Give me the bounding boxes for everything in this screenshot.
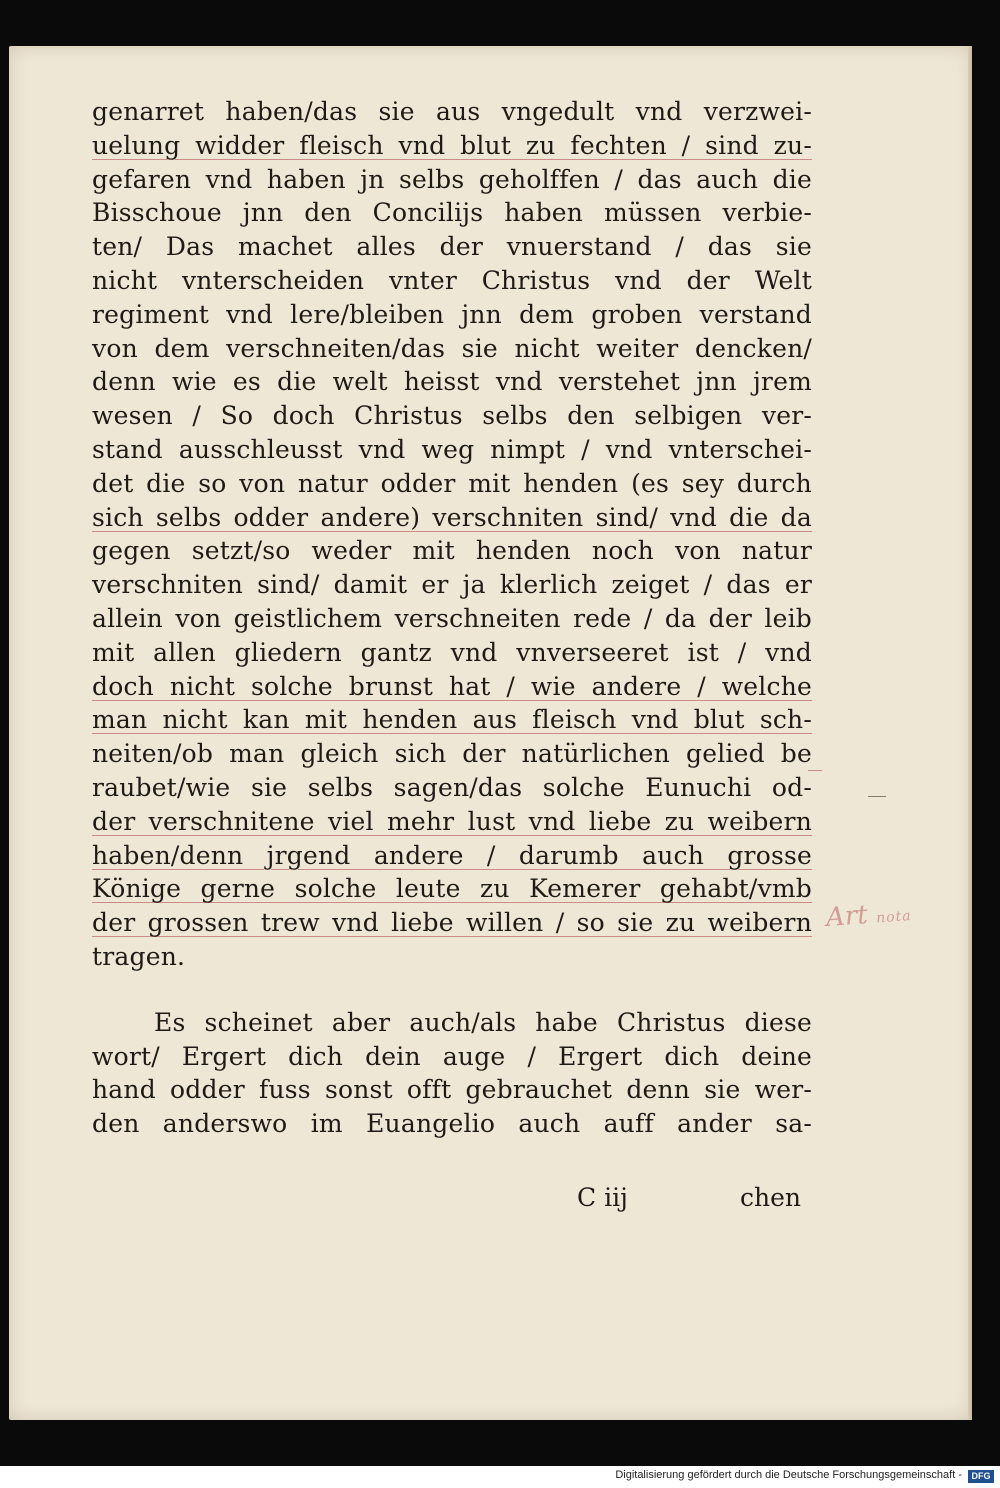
paragraph2-line-1: Es scheinet aber auch/als habe Christus diese	[154, 1007, 812, 1037]
catchword: chen	[740, 1183, 801, 1212]
text-line-9: denn wie es die welt heisst vnd verstehet jnn jrem	[92, 367, 812, 397]
text-line-5: ten/ Das machet alles der vnuerstand / das sie	[92, 232, 812, 262]
text-line-16: allein von geistlichem verschneiten rede / da der leib	[92, 603, 812, 633]
main-text-block	[92, 95, 812, 1141]
paragraph-gap	[92, 974, 812, 1006]
dfg-logo-icon[interactable]: DFG	[968, 1470, 994, 1483]
paragraph2-line-3: hand odder fuss sonst offt gebrauchet denn sie wer-	[92, 1075, 812, 1105]
text-line-14: gegen setzt/so weder mit henden noch von natur	[92, 536, 812, 566]
margin-annotation-main: Art	[825, 900, 869, 933]
text-line-25: der grossen trew vnd liebe willen / so sie zu weibern	[92, 908, 812, 938]
footer-bar	[0, 1466, 1000, 1488]
paragraph2-line-2: wort/ Ergert dich dein auge / Ergert dich deine	[92, 1041, 812, 1071]
text-line-4: Bisschoue jnn den Concilijs haben müssen verbie-	[92, 198, 812, 228]
text-line-12: det die so von natur odder mit henden (es sey durch	[92, 468, 812, 498]
text-line-19: man nicht kan mit henden aus fleisch vnd blut sch-	[92, 705, 812, 735]
text-line-26: tragen.	[92, 941, 186, 971]
text-line-20: neiten/ob man gleich sich der natürlichen gelied be	[92, 739, 812, 769]
signature-mark: C iij	[577, 1183, 628, 1212]
red-pencil-tick	[808, 770, 822, 771]
text-line-18: doch nicht solche brunst hat / wie andere / welche	[92, 671, 812, 701]
text-line-10: wesen / So doch Christus selbs den selbigen ver-	[92, 401, 812, 431]
text-line-7: regiment vnd lere/bleiben jnn dem groben verstand	[92, 299, 812, 329]
text-line-22: der verschnitene viel mehr lust vnd liebe zu weibern	[92, 806, 812, 836]
text-line-8: von dem verschneiten/das sie nicht weiter dencken/	[92, 333, 812, 363]
text-line-23: haben/denn jrgend andere / darumb auch grosse	[92, 840, 812, 870]
text-line-21: raubet/wie sie selbs sagen/das solche Eunuchi od-	[92, 772, 812, 802]
margin-dash	[868, 796, 886, 797]
signature-line	[92, 1181, 812, 1215]
text-line-13: sich selbs odder andere) verschniten sind/ vnd die da	[92, 502, 812, 532]
text-line-6: nicht vnterscheiden vnter Christus vnd der Welt	[92, 265, 812, 295]
page-edge	[968, 46, 972, 1420]
text-line-1: genarret haben/das sie aus vngedult vnd verzwei-	[92, 97, 812, 126]
footer-credit: Digitalisierung gefördert durch die Deutsche Forschungsgemeinschaft -	[615, 1469, 962, 1481]
text-line-11: stand ausschleusst vnd weg nimpt / vnd vnterschei-	[92, 434, 812, 464]
text-line-15: verschniten sind/ damit er ja klerlich zeiget / das er	[92, 570, 812, 600]
margin-annotation-small: nota	[875, 908, 913, 927]
text-line-2: uelung widder fleisch vnd blut zu fechten / sind zu-	[92, 130, 812, 160]
text-line-24: Könige gerne solche leute zu Kemerer gehabt/vmb	[92, 874, 812, 904]
text-line-3: gefaren vnd haben jn selbs geholffen / das auch die	[92, 164, 812, 194]
paragraph2-line-4: den anderswo im Euangelio auch auff ander sa-	[92, 1109, 812, 1139]
margin-annotation	[825, 897, 912, 933]
text-line-17: mit allen gliedern gantz vnd vnverseeret ist / vnd	[92, 637, 812, 667]
